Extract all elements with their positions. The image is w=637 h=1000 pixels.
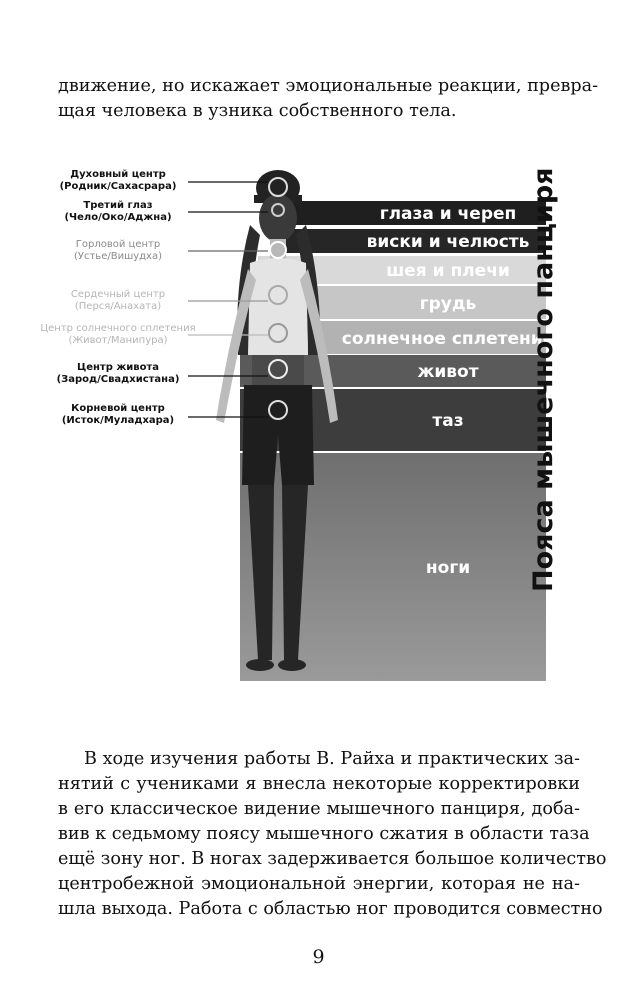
band-label: солнечное сплетение [341, 329, 555, 349]
chakra-label-third-eye [48, 200, 188, 224]
chakra-label-sacral [48, 362, 188, 386]
chakra-name: Духовный центр [70, 169, 166, 180]
paragraph-bottom [58, 747, 607, 922]
band-label: живот [417, 362, 479, 382]
text-line: нятий с учениками я внесла некоторые корректировки [58, 774, 580, 794]
paragraph-top [58, 74, 599, 124]
text-line: центробежной эмоциональной энергии, которая не на- [58, 874, 580, 894]
chakra-alt-name: (Чело/Око/Аджна) [64, 212, 172, 223]
figure-svg [28, 155, 608, 700]
chakra-label-root [48, 403, 188, 427]
page-number: 9 [312, 946, 325, 968]
chakra-alt-name: (Родник/Сахасрара) [59, 181, 177, 192]
chakra-name: Корневой центр [71, 403, 165, 414]
band-label: грудь [419, 294, 477, 314]
chakra-name: Центр живота [76, 362, 160, 373]
text-line: вив к седьмому поясу мышечного сжатия в области таза [58, 824, 590, 844]
chakra-label-heart [48, 289, 188, 313]
chakra-alt-name: (Устье/Вишудха) [73, 251, 163, 262]
chakra-name: Сердечный центр [70, 289, 166, 300]
text-line: щая человека в узника собственного тела. [58, 101, 457, 121]
text-line: в его классическое видение мышечного панциря, доба- [58, 799, 580, 819]
chakra-alt-name: (Исток/Муладхара) [61, 415, 175, 426]
chakra-name: Центр солнечного сплетения [40, 323, 196, 334]
chakra-alt-name: (Перся/Анахата) [74, 301, 162, 312]
chakra-name: Горловой центр [75, 239, 161, 250]
vertical-title: Пояса мышечного панциря [528, 167, 559, 592]
text-line: В ходе изучения работы В. Райха и практических за- [84, 749, 580, 769]
text-line: шла выхода. Работа с областью ног проводится совместно [58, 899, 603, 919]
band-label: глаза и череп [379, 204, 517, 224]
chakra-name: Третий глаз [83, 200, 153, 211]
chakra-alt-name: (Живот/Манипура) [68, 335, 168, 346]
muscle-armor-figure [28, 155, 608, 700]
band-label: шея и плечи [386, 261, 510, 281]
chakra-alt-name: (Зарод/Свадхистана) [56, 374, 180, 385]
chakra-label-crown [48, 169, 188, 193]
chakra-label-solar [28, 323, 208, 347]
band-label: ноги [425, 558, 471, 578]
chakra-label-throat [48, 239, 188, 263]
text-line: ещё зону ног. В ногах задерживается большое количество [58, 849, 607, 869]
band-label: виски и челюсть [366, 232, 530, 252]
text-line: движение, но искажает эмоциональные реакции, превра- [58, 76, 599, 96]
band-label: таз [432, 411, 464, 431]
